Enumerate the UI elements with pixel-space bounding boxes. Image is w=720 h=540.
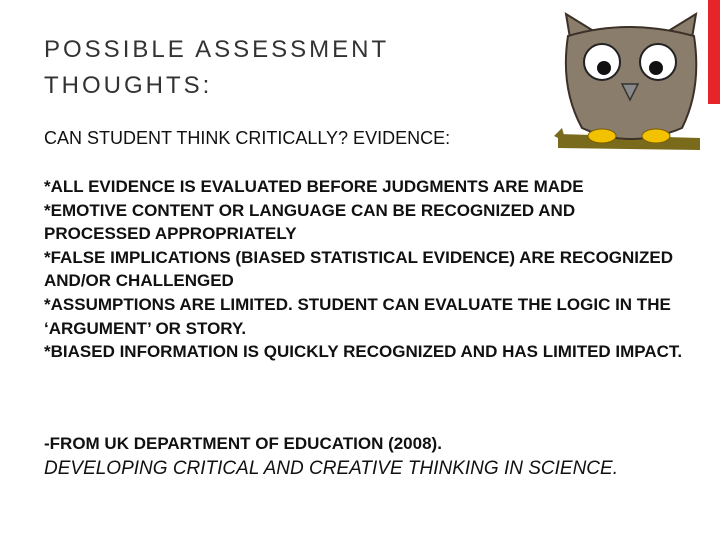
list-item: *ALL EVIDENCE IS EVALUATED BEFORE JUDGMENTS ARE MADE <box>44 177 584 196</box>
source-reference: -FROM UK DEPARTMENT OF EDUCATION (2008). <box>44 434 442 453</box>
accent-bar <box>708 0 720 104</box>
evidence-list <box>44 175 684 364</box>
source-citation <box>44 432 664 482</box>
list-item: *BIASED INFORMATION IS QUICKLY RECOGNIZED AND HAS LIMITED IMPACT. <box>44 342 683 362</box>
title-line-2: THOUGHTS: <box>44 72 213 99</box>
slide-subtitle: CAN STUDENT THINK CRITICALLY? EVIDENCE: <box>44 128 451 148</box>
owl-icon <box>552 8 702 156</box>
list-item: *FALSE IMPLICATIONS (BIASED STATISTICAL EVIDENCE) ARE RECOGNIZED AND/OR CHALLENGED <box>44 247 674 291</box>
list-item: *ASSUMPTIONS ARE LIMITED. STUDENT CAN EVALUATE THE LOGIC IN THE ‘ARGUMENT’ OR STORY. <box>44 294 671 338</box>
slide-title <box>44 32 504 104</box>
title-line-1: POSSIBLE ASSESSMENT <box>44 36 390 63</box>
source-title: DEVELOPING CRITICAL AND CREATIVE THINKING IN SCIENCE. <box>44 457 618 479</box>
list-item: *EMOTIVE CONTENT OR LANGUAGE CAN BE RECOGNIZED AND PROCESSED APPROPRIATELY <box>44 200 576 244</box>
